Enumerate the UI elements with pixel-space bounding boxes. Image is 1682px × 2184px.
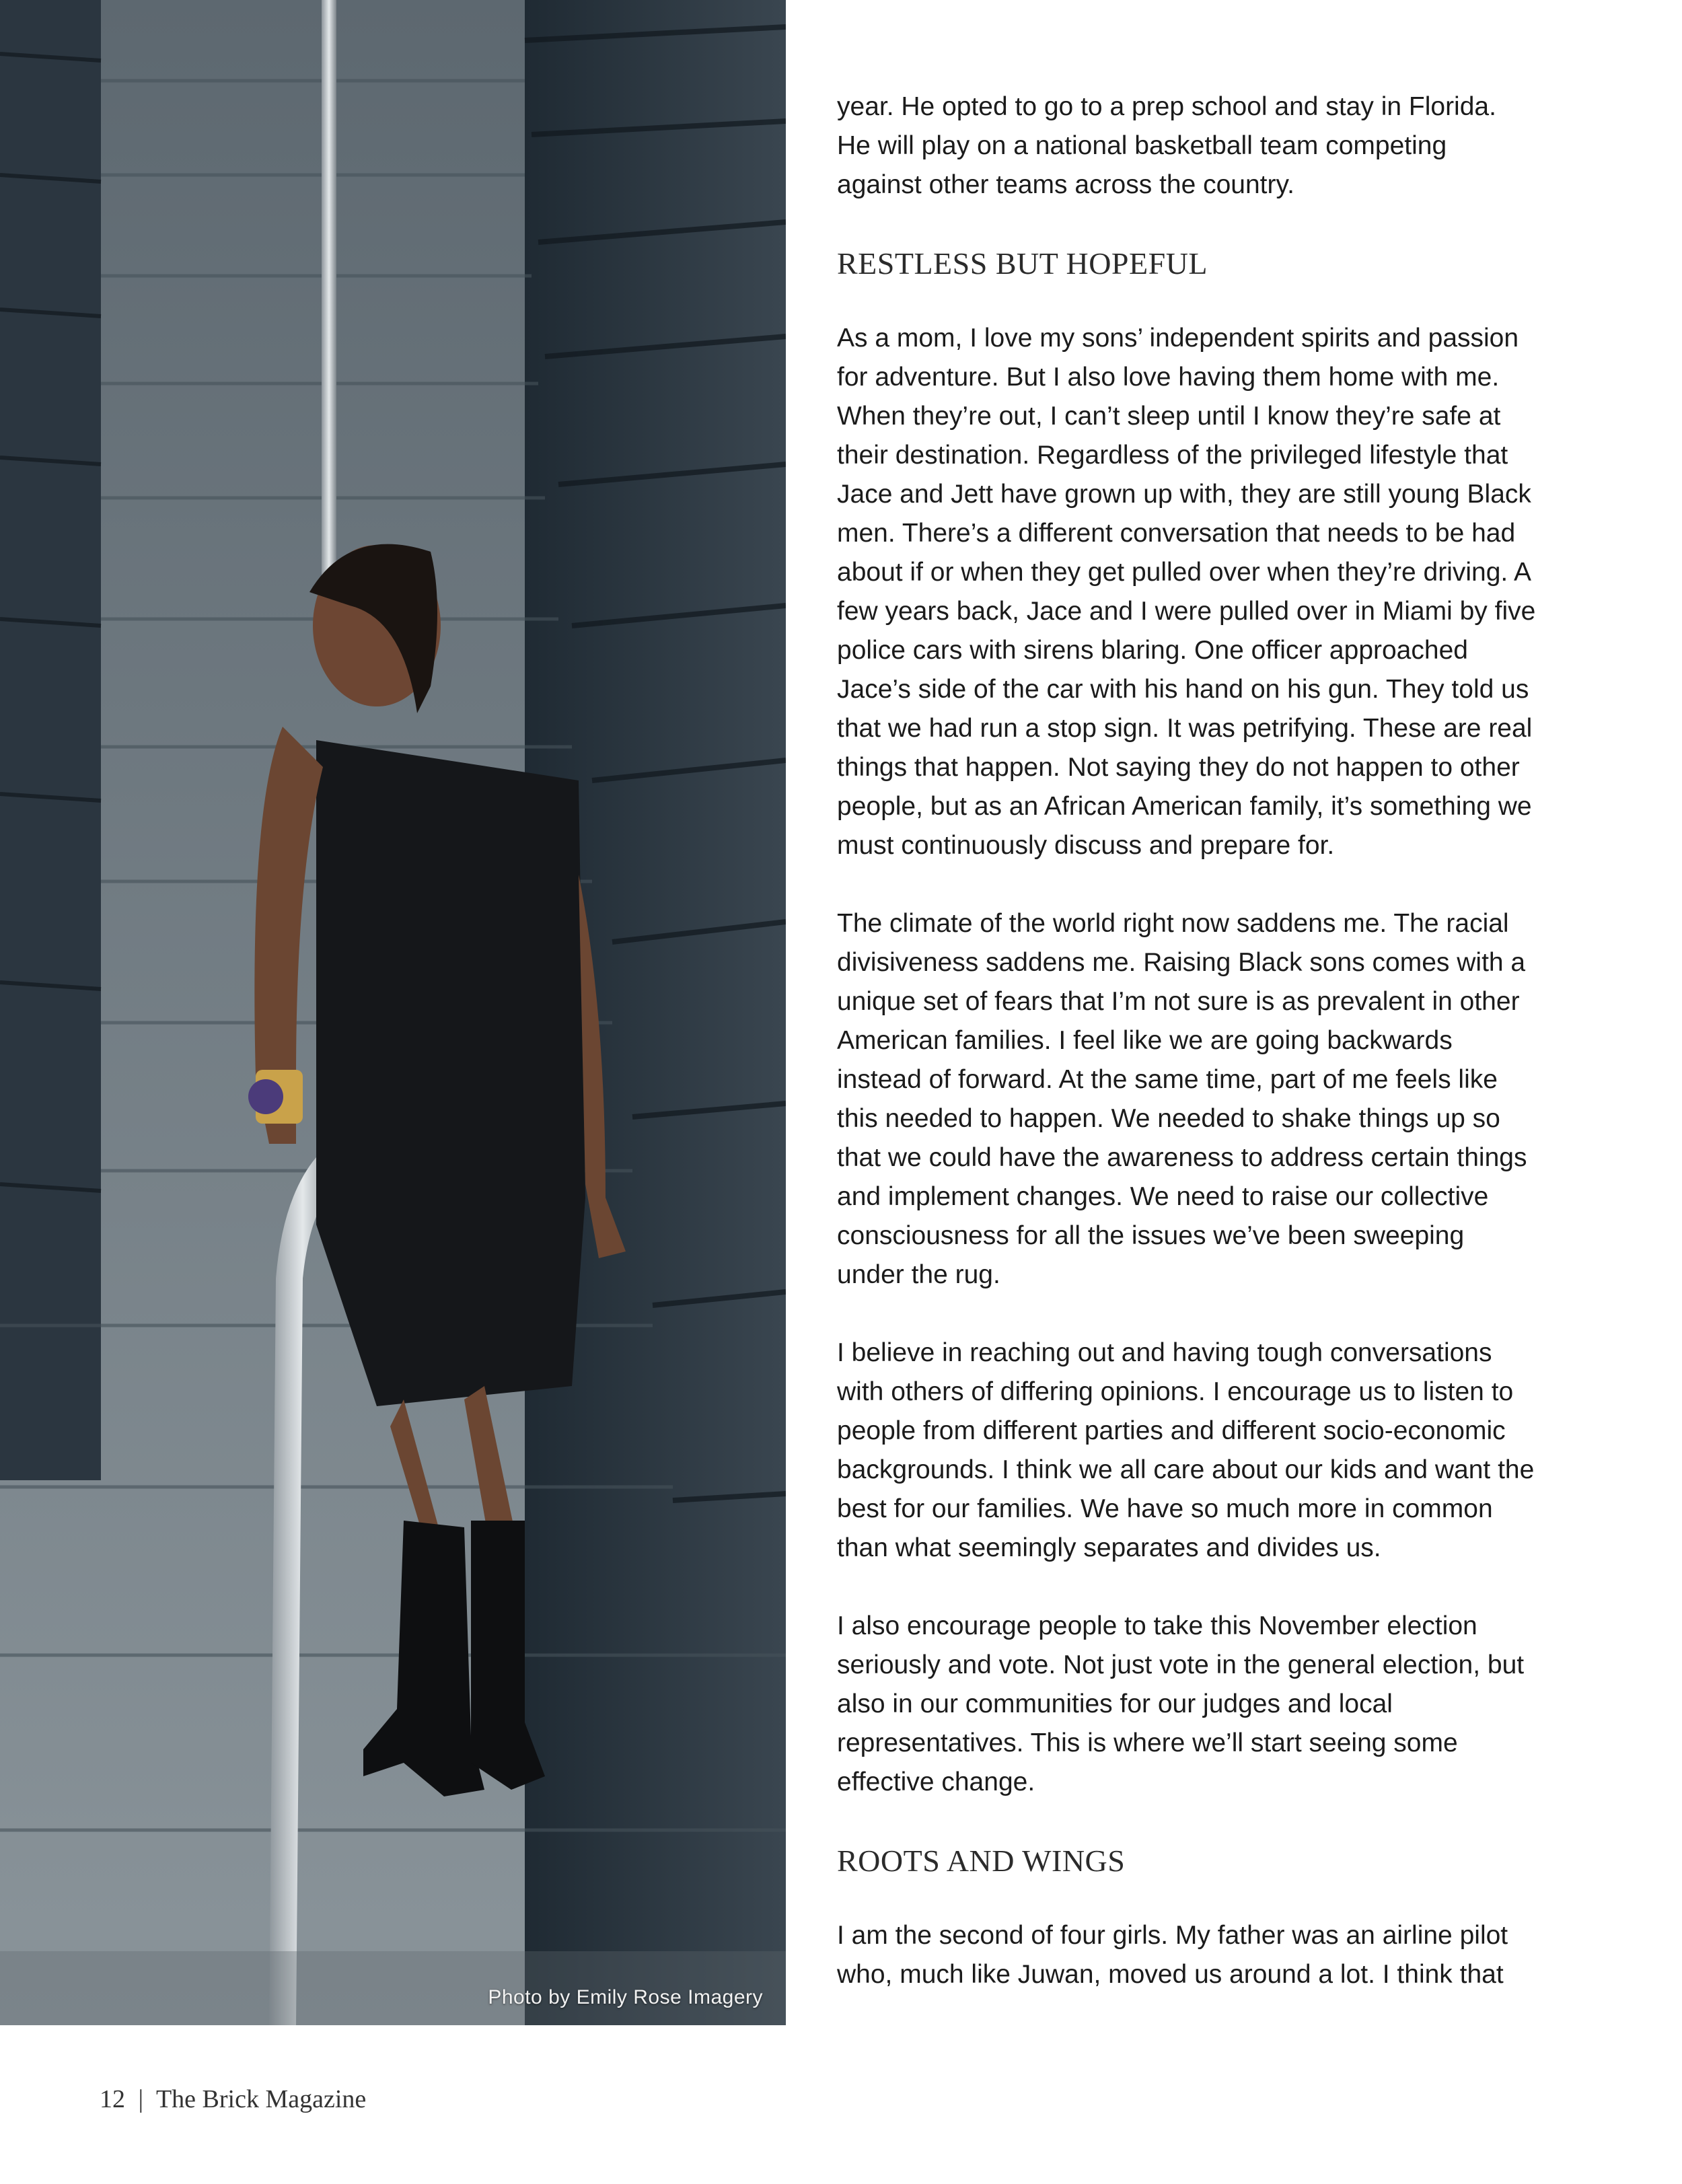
paragraph: I am the second of four girls. My father was an airline pilot who, much like Juwan, moved us around a lot. I think that bbox=[837, 1921, 1508, 1989]
paragraph: I also encourage people to take this November election seriously and vote. Not just vote in the general election, but also in our communities for our judges and local representatives. This is where we’ll start seeing some effective change. bbox=[837, 1611, 1525, 1796]
photo-credit: Photo by Emily Rose Imagery bbox=[488, 1986, 763, 2008]
publication-name: The Brick Magazine bbox=[155, 2085, 367, 2113]
footer-separator: | bbox=[138, 2085, 144, 2113]
feature-photo bbox=[0, 0, 786, 2025]
paragraph: The climate of the world right now saddens me. The racial divisiveness saddens me. Raising Black sons comes with a unique set of fears that I’m not sure is as prevalent in other American families. I feel like we are going backwards instead of forward. At the same time, part of me feels like this needed to happen. We needed to shake things up so that we could have the awareness to address certain things and implement changes. We need to raise our collective consciousness for all the issues we’ve been sweeping under the rug. bbox=[837, 909, 1527, 1289]
page-number: 12 bbox=[100, 2085, 125, 2113]
paragraph: year. He opted to go to a prep school and stay in Florida. He will play on a national basketball team competing against other teams across the country. bbox=[837, 92, 1496, 199]
section-heading: ROOTS AND WINGS bbox=[837, 1844, 1126, 1878]
article-body bbox=[837, 87, 1537, 2033]
stadium-stairs-photo bbox=[0, 0, 786, 2025]
section-heading: RESTLESS BUT HOPEFUL bbox=[837, 246, 1208, 281]
paragraph: I believe in reaching out and having tough conversations with others of differing opinions. I encourage us to listen to people from different parties and different socio-economic backgrounds. I think we all care about our kids and want the best for our families. We have so much more in common than what seemingly separates and divides us. bbox=[837, 1338, 1535, 1562]
paragraph: As a mom, I love my sons’ independent spirits and passion for adventure. But I also love having them home with me. When they’re out, I can’t sleep until I know they’re safe at their destination. Regardless of the privileged lifestyle that Jace and Jett have grown up with, they are still young Black men. There’s a different conversation that needs to be had about if or when they get pulled over when they’re driving. A few years back, Jace and I were pulled over in Miami by five police cars with sirens blaring. One officer approached Jace’s side of the car with his hand on his gun. They told us that we had run a stop sign. It was petrifying. These are real things that happen. Not saying they do not happen to other people, but as an African American family, it’s something we must continuously discuss and prepare for. bbox=[837, 324, 1536, 860]
page-footer bbox=[100, 2084, 366, 2114]
